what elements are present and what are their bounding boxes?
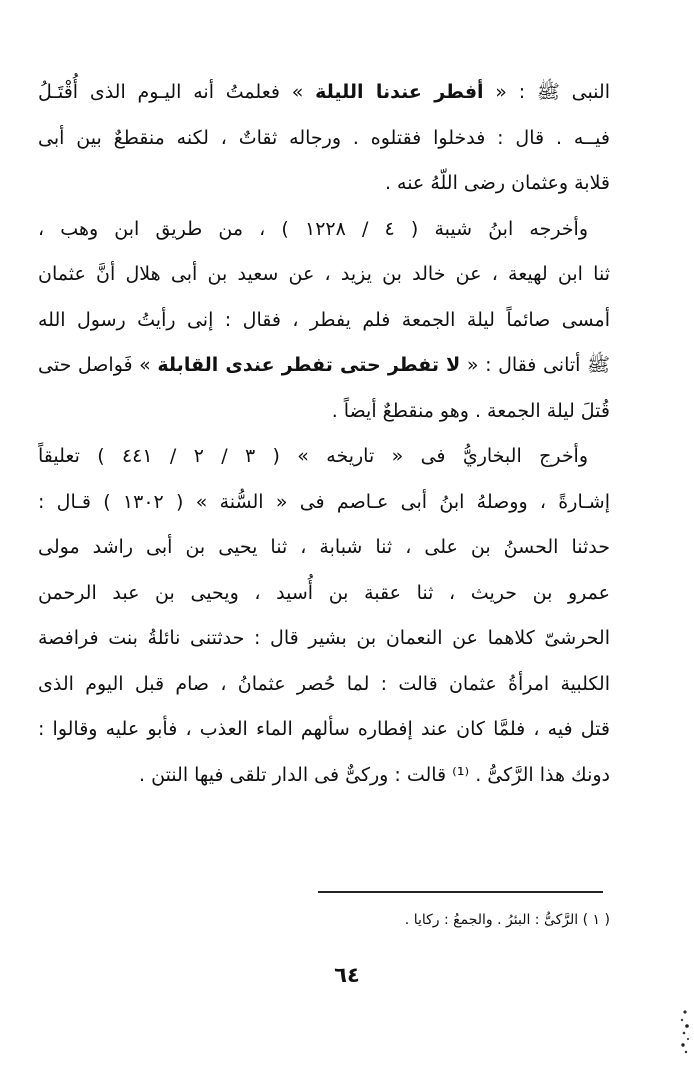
text-segment: وأخرج البخاريُّ فى « تاريخه » ( ٣ / ٢ / ٤٤١ ) تعليقاً [38, 445, 589, 467]
text-line [38, 252, 610, 298]
text-segment: » فعلمتُ أنه اليـوم الذى أُقْتَـلُ [38, 81, 316, 103]
text-segment: وأخرجه ابنُ شيبة ( ٤ / ١٢٢٨ ) ، من طريق ابن وهب ، [38, 217, 589, 240]
text-line [38, 343, 610, 389]
text-line [38, 616, 610, 662]
text-line [38, 161, 610, 207]
page-edge-speckle [678, 1002, 692, 1062]
footnote-separator [318, 891, 603, 893]
text-line [38, 298, 610, 344]
page-number: ٦٤ [334, 963, 360, 987]
hadith-quote: لا تفطر حتى تفطر عندى القابلة [157, 354, 461, 376]
text-segment: » فَواصل حتى [38, 354, 158, 376]
text-line [38, 525, 610, 571]
text-line [38, 480, 610, 526]
text-segment: دونك هذا الرَّكىُّ . ⁽¹⁾ قالت : وركىٌّ فى الدار تلقى فيها النتن . [139, 763, 610, 786]
text-segment: فيــه . قال : فدخلوا فقتلوه . ورجاله ثقاتٌ ، لكنه منقطعٌ بين أبى [38, 126, 610, 149]
text-segment: عمرو بن حريث ، ثنا عقبة بن أُسيد ، ويحيى بن عبد الرحمن [38, 581, 610, 604]
hadith-quote: أفطر عندنا الليلة [315, 81, 484, 103]
text-line [38, 434, 610, 480]
text-line [38, 662, 610, 708]
text-segment: الحرشىّ كلاهما عن النعمان بن بشير قال : حدثتنى نائلةُ بنت فرافصة [38, 627, 610, 649]
text-line [38, 753, 610, 799]
text-segment: قتل فيه ، فلمَّا كان عند إفطاره سألهم الماء العذب ، فأبو عليه وقالوا : [38, 718, 610, 740]
footnote: ( ١ ) الرَّكىُّ : البئرُ . والجمعُ : ركايا . [404, 912, 610, 928]
text-segment: حدثنا الحسنُ بن على ، ثنا شبابة ، ثنا يحيى بن أبى راشد مولى [38, 536, 610, 558]
text-segment: أمسى صائماً ليلة الجمعة فلم يفطر ، فقال : إنى رأيتُ رسول الله [38, 308, 610, 331]
text-line [38, 70, 610, 116]
text-line [38, 389, 610, 435]
text-segment: ﷺ أتانى فقال : « [460, 354, 610, 376]
text-segment: النبى ﷺ : « [483, 81, 610, 103]
main-text-block [38, 70, 610, 798]
text-line [38, 207, 610, 253]
text-segment: قُتلَ ليلة الجمعة . وهو منقطعٌ أيضاً . [331, 399, 610, 422]
text-line [38, 116, 610, 162]
text-segment: إشـارةً ، ووصلهُ ابنُ أبى عـاصم فى « السُّنة » ( ١٣٠٢ ) قـال : [38, 490, 610, 513]
text-segment: ثنا ابن لهيعة ، عن خالد بن يزيد ، عن سعيد بن أبى هلال أنَّ عثمان [38, 263, 610, 285]
text-line [38, 707, 610, 753]
text-segment: قلابة وعثمان رضى اللّهُ عنه . [384, 172, 610, 194]
text-line [38, 571, 610, 617]
text-segment: الكلبية امرأةُ عثمان قالت : لما حُصر عثمانُ ، صام قبل اليوم الذى [38, 672, 610, 695]
